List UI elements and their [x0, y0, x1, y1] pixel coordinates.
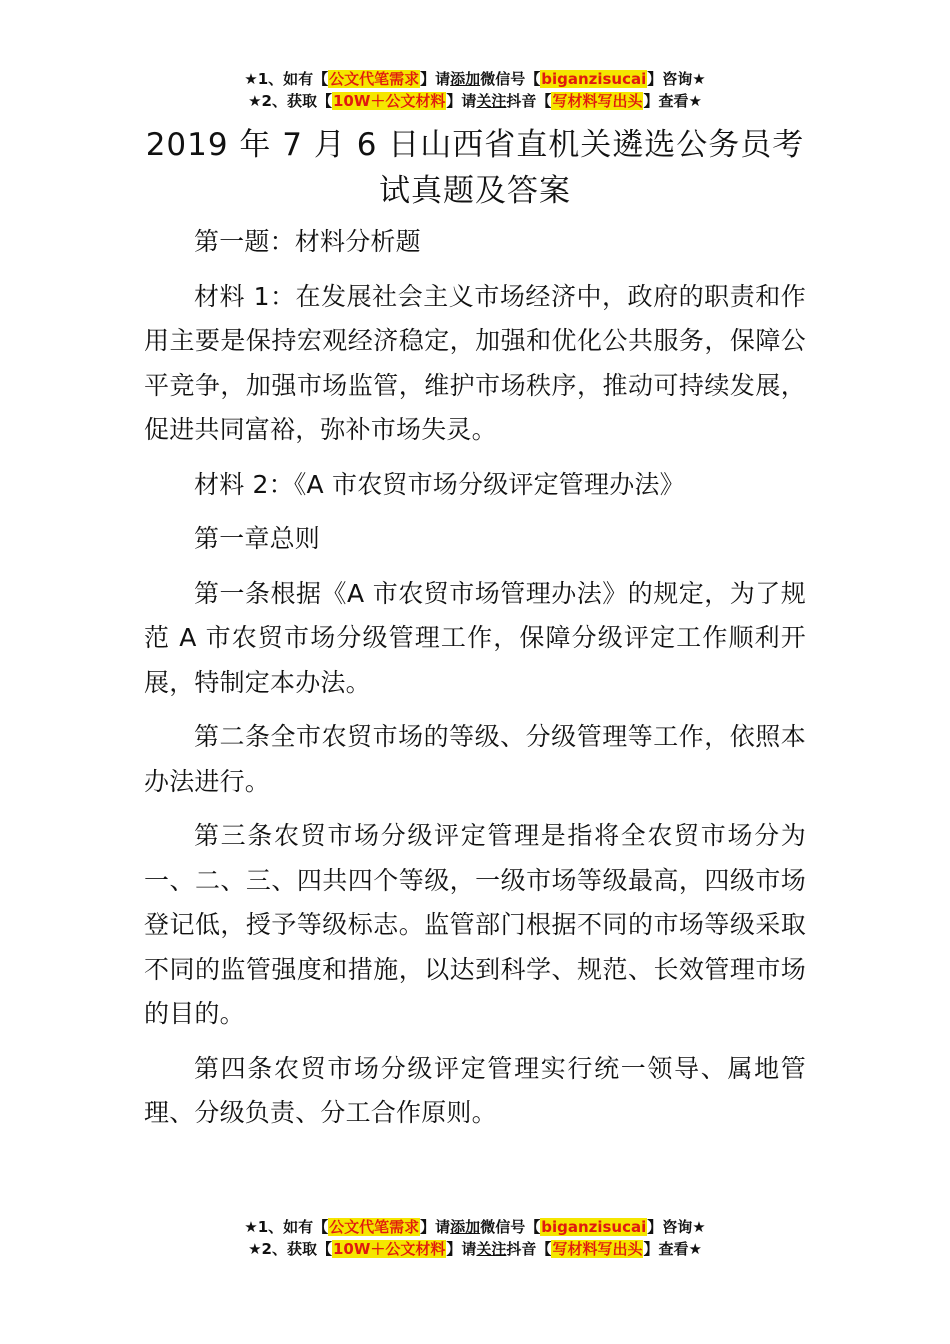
paragraph-article-2: 第二条全市农贸市场的等级、分级管理等工作，依照本办法进行。 [144, 722, 806, 796]
paragraph-material-1: 材料 1：在发展社会主义市场经济中，政府的职责和作用主要是保持宏观经济稳定，加强和优化公共服务，保障公平竞争，加强市场监管，维护市场秩序，推动可持续发展，促进共同富裕，弥补市场失灵。 [144, 281, 806, 444]
star-icon: ★ [244, 70, 258, 88]
star-icon: ★ [248, 1240, 262, 1258]
promo-highlight: 10W＋公文材料 [332, 92, 446, 110]
promo-text: 】请 [420, 1218, 451, 1236]
star-icon: ★ [688, 92, 702, 110]
promo-text: 】请 [446, 92, 477, 110]
promo-line-2 [0, 90, 950, 112]
promo-highlight: 公文代笔需求 [329, 70, 420, 88]
star-icon: ★ [248, 92, 262, 110]
document-body [144, 220, 806, 1146]
paragraph-material-2-title: 材料 2：《A 市农贸市场分级评定管理办法》 [194, 469, 685, 499]
promo-underline: 关注 [476, 92, 507, 110]
footer-promo-banner [0, 1216, 950, 1260]
promo-line-1 [0, 1216, 950, 1238]
document-title: 2019 年 7 月 6 日山西省直机关遴选公务员考试真题及答案 [145, 127, 805, 209]
promo-text: 】请 [446, 1240, 477, 1258]
promo-text: 抖音【 [506, 1240, 552, 1258]
promo-text: 】请 [420, 70, 451, 88]
paragraph-question-heading: 第一题：材料分析题 [194, 227, 421, 256]
promo-text: 】查看 [643, 1240, 689, 1258]
promo-text: 2、获取【 [261, 1240, 332, 1258]
promo-text: 抖音【 [506, 92, 552, 110]
promo-text: 】咨询 [647, 1218, 693, 1236]
star-icon: ★ [688, 1240, 702, 1258]
promo-underline: 添加 [450, 70, 481, 88]
promo-text: 1、如有【 [257, 1218, 329, 1236]
paragraph-chapter-heading: 第一章总则 [194, 524, 321, 553]
paragraph-article-4: 第四条农贸市场分级评定管理实行统一领导、属地管理、分级负责、分工合作原则。 [144, 1053, 806, 1127]
promo-highlight-wechat-id: biganzisucai [541, 70, 647, 88]
promo-underline: 添加 [450, 1218, 481, 1236]
paragraph-article-3: 第三条农贸市场分级评定管理是指将全农贸市场分为一、二、三、四共四个等级，一级市场等级最高，四级市场登记低，授予等级标志。监管部门根据不同的市场等级采取不同的监管强度和措施，以达到科学、规范、长效管理市场的目的。 [144, 821, 806, 1028]
promo-highlight-wechat-id: biganzisucai [541, 1218, 647, 1236]
promo-text: 1、如有【 [257, 70, 329, 88]
promo-text: 】咨询 [647, 70, 693, 88]
star-icon: ★ [244, 1218, 258, 1236]
star-icon: ★ [692, 70, 706, 88]
promo-highlight: 10W＋公文材料 [332, 1240, 446, 1258]
promo-line-1 [0, 68, 950, 90]
star-icon: ★ [692, 1218, 706, 1236]
promo-highlight-douyin: 写材料写出头 [552, 1240, 643, 1258]
promo-text: 2、获取【 [261, 92, 332, 110]
header-promo-banner [0, 68, 950, 112]
paragraph-article-1: 第一条根据《A 市农贸市场管理办法》的规定，为了规范 A 市农贸市场分级管理工作，保障分级评定工作顺利开展，特制定本办法。 [144, 578, 806, 697]
promo-highlight: 公文代笔需求 [329, 1218, 420, 1236]
promo-underline: 关注 [476, 1240, 507, 1258]
promo-text: 】查看 [643, 92, 689, 110]
promo-line-2 [0, 1238, 950, 1260]
promo-text: 微信号【 [480, 1218, 541, 1236]
promo-highlight-douyin: 写材料写出头 [552, 92, 643, 110]
promo-text: 微信号【 [480, 70, 541, 88]
